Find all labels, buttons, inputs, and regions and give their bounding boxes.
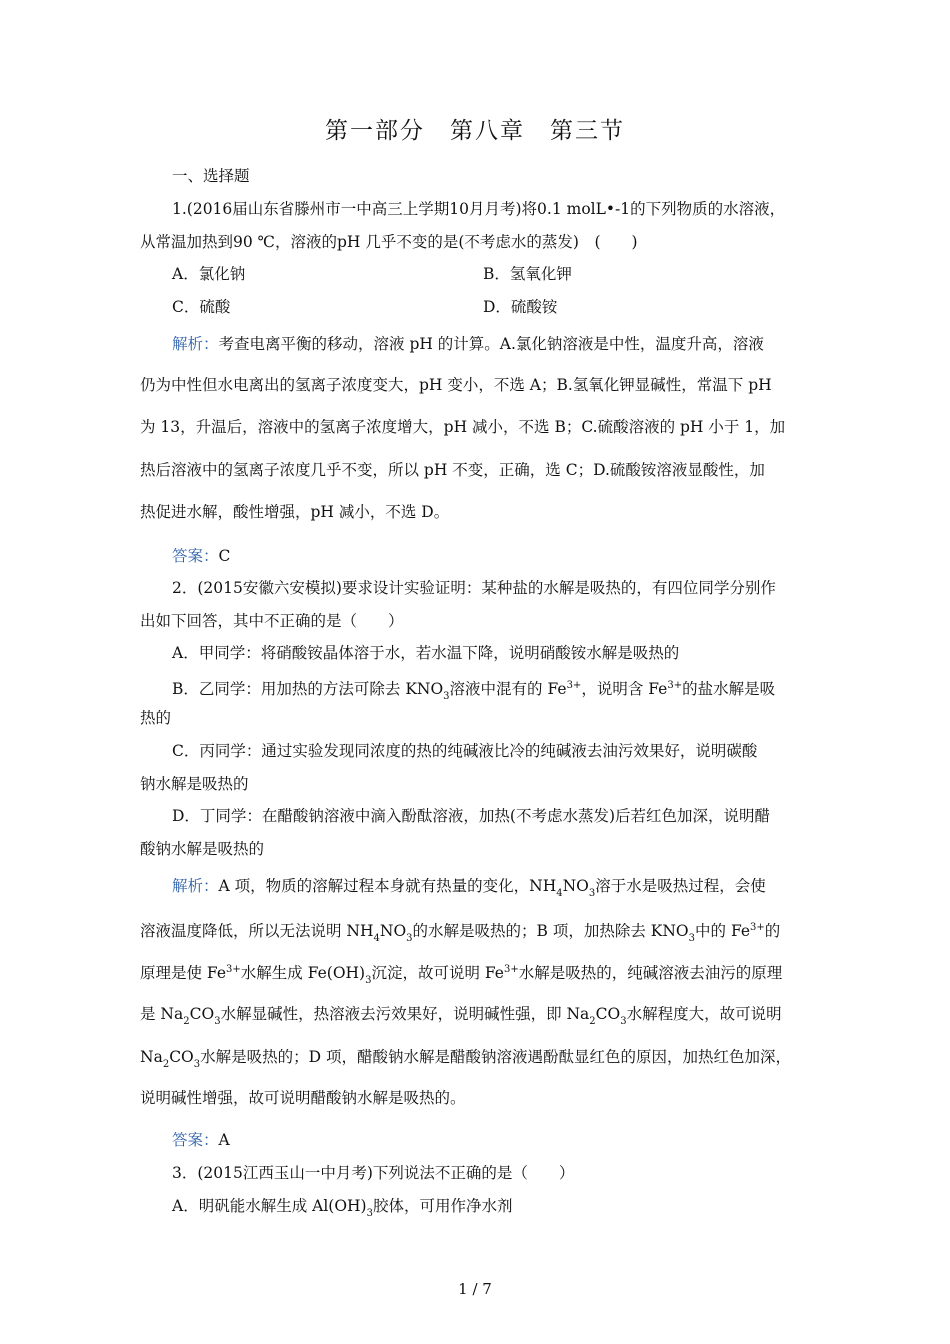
q2-option-c-line2: 钠水解是吸热的 (140, 775, 249, 793)
q2-analysis-line4: 是 $Na_2CO_3$水解显碱性，热溶液去污效果好，说明碱性强，即 $Na_2CO_3$水解程度大，故可说明 (140, 1005, 782, 1027)
answer-label: 答案： (172, 547, 219, 565)
answer-label: 答案： (172, 1131, 219, 1149)
q2-analysis-line3: 原理是使 $Fe^{3+}$水解生成 $Fe(OH)_3$沉淀，故可说明 $Fe^{3+}$水解是吸热的，纯碱溶液去油污的原理 (140, 964, 783, 986)
q1-analysis-line2: 仍为中性但水电离出的氢离子浓度变大，pH 变小，不选 A；B.氢氧化钾显碱性，常温下 pH (140, 376, 772, 394)
q2-option-d-line2: 酸钠水解是吸热的 (140, 840, 265, 858)
q2-answer: 答案：A (172, 1131, 230, 1149)
q2-analysis-line5: $Na_2CO_3$水解是吸热的；D 项，醋酸钠水解是醋酸钠溶液遇酚酞显红色的原因，加热红色加深， (140, 1048, 791, 1070)
q1-option-b: B．氢氧化钾 (483, 265, 572, 283)
q1-analysis-line3: 为 13，升温后，溶液中的氢离子浓度增大，pH 减小，不选 B；C.硫酸溶液的 pH 小于 1，加 (140, 418, 786, 436)
q3-option-a: A．明矾能水解生成 $Al(OH)_3$胶体，可用作净水剂 (172, 1197, 513, 1219)
q2-stem-line2: 出如下回答，其中不正确的是（ ） (140, 612, 404, 630)
analysis-label: 解析： (172, 877, 219, 895)
q1-analysis-line5: 热促进水解，酸性增强，pH 减小，不选 D。 (140, 503, 450, 521)
section-heading: 一、选择题 (172, 167, 250, 185)
page-number: 1 / 7 (458, 1280, 492, 1298)
q3-stem-line1: 3．(2015江西玉山一中月考)下列说法不正确的是（ ） (172, 1164, 575, 1182)
q1-stem-line1: 1.(2016届山东省滕州市一中高三上学期10月月考)将0.1 molL•-1的下列物质的水溶液， (172, 200, 786, 218)
q2-analysis-line1: 解析：A 项，物质的溶解过程本身就有热量的变化，$NH_4NO_3$溶于水是吸热过程，会使 (172, 877, 766, 899)
q1-option-d: D．硫酸铵 (483, 298, 558, 316)
q2-option-c-line1: C．丙同学：通过实验发现同浓度的热的纯碱液比冷的纯碱液去油污效果好，说明碳酸 (172, 742, 758, 760)
q2-option-b: B．乙同学：用加热的方法可除去 $KNO_3$溶液中混有的 $Fe^{3+}$，说明含 $Fe^{3+}$的盐水解是吸 (172, 680, 776, 702)
q2-stem-line1: 2．(2015安徽六安模拟)要求设计实验证明：某种盐的水解是吸热的，有四位同学分别作 (172, 579, 776, 597)
q1-answer: 答案：C (172, 547, 231, 565)
q1-stem-line2: 从常温加热到90 ℃，溶液的pH 几乎不变的是(不考虑水的蒸发) ( ) (140, 233, 638, 251)
q1-analysis-line4: 热后溶液中的氢离子浓度几乎不变，所以 pH 不变，正确，选 C；D.硫酸铵溶液显酸性，加 (140, 461, 765, 479)
q1-option-c: C．硫酸 (172, 298, 231, 316)
q1-analysis-line1: 解析：考查电离平衡的移动，溶液 pH 的计算。A.氯化钠溶液是中性，温度升高，溶液 (172, 335, 764, 353)
q2-option-d-line1: D．丁同学：在醋酸钠溶液中滴入酚酞溶液，加热(不考虑水蒸发)后若红色加深，说明醋 (172, 807, 771, 825)
q2-option-b-cont: 热的 (140, 709, 172, 727)
page-title: 第一部分 第八章 第三节 (325, 118, 625, 144)
analysis-label: 解析： (172, 335, 219, 353)
q1-option-a: A．氯化钠 (172, 265, 246, 283)
q2-analysis-line2: 溶液温度降低，所以无法说明 $NH_4NO_3$的水解是吸热的；B 项，加热除去 $KNO_3$中的 $Fe^{3+}$的 (140, 922, 781, 944)
q2-option-a: A．甲同学：将硝酸铵晶体溶于水，若水温下降，说明硝酸铵水解是吸热的 (172, 644, 680, 662)
q2-analysis-line6: 说明碱性增强，故可说明醋酸钠水解是吸热的。 (140, 1089, 466, 1107)
